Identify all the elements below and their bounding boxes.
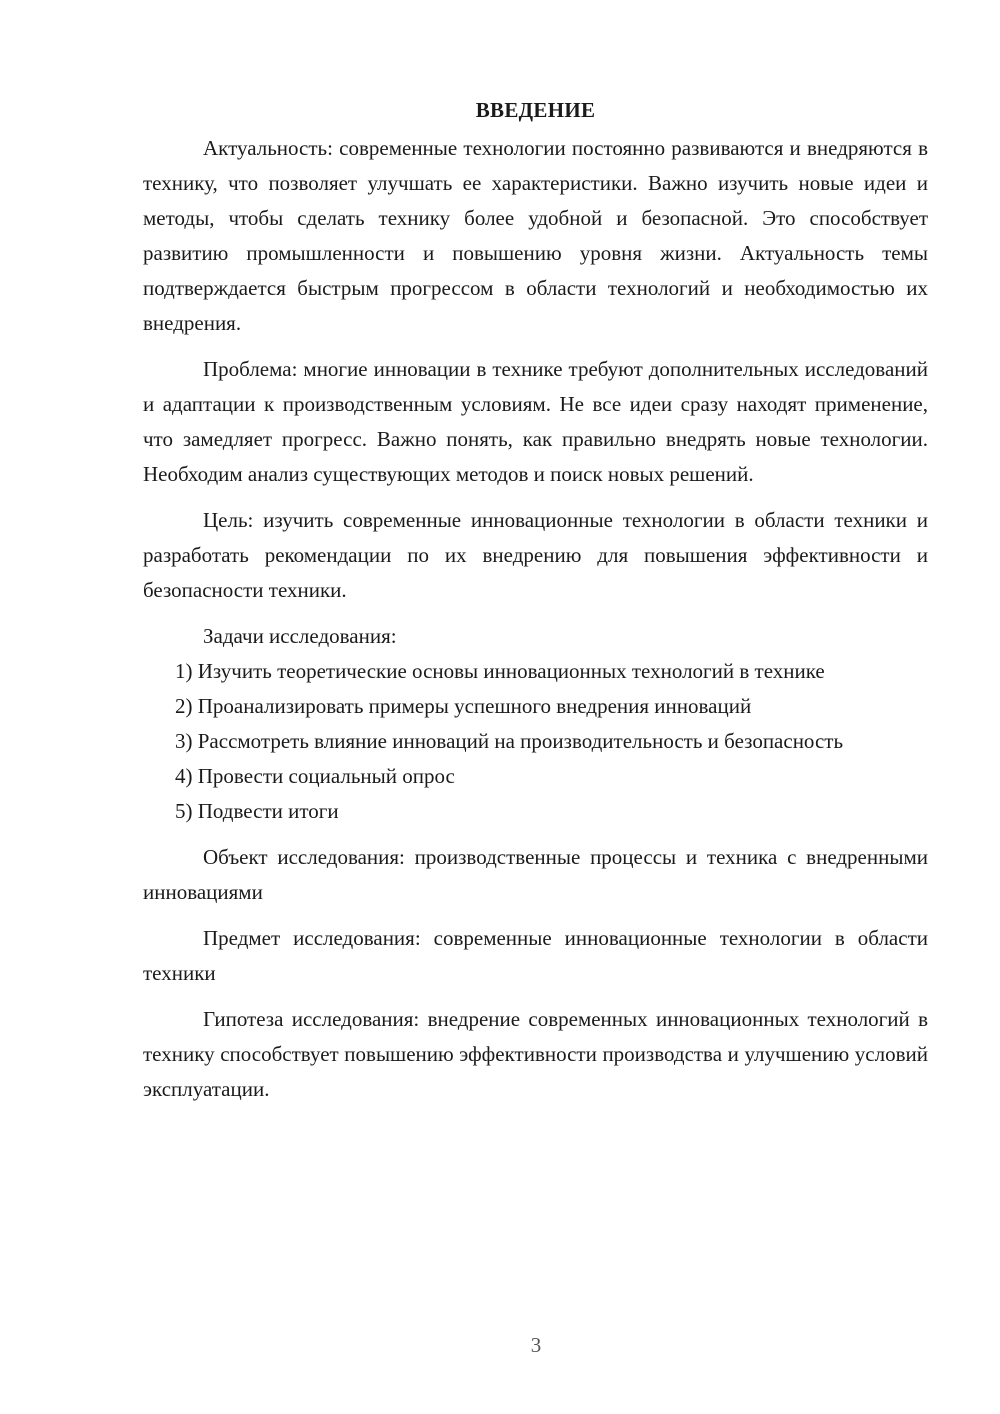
paragraph-subject: Предмет исследования: современные инновационные технологии в области техники — [143, 926, 928, 985]
paragraph-object: Объект исследования: производственные процессы и техника с внедренными инновациями — [143, 845, 928, 904]
paragraph-hypothesis: Гипотеза исследования: внедрение современных инновационных технологий в технику способствует повышению эффективности производства и улучшению условий эксплуатации. — [143, 1007, 928, 1101]
tasks-heading: Задачи исследования: — [203, 624, 397, 648]
paragraph-problem: Проблема: многие инновации в технике требуют дополнительных исследований и адаптации к производственным условиям. Не все идеи сразу находят применение, что замедляет прогресс. Важно понять, как правильно внедрять новые технологии. Необходим анализ существующих методов и поиск новых решений. — [143, 357, 928, 486]
paragraph-goal: Цель: изучить современные инновационные технологии в области техники и разработать рекомендации по их внедрению для повышения эффективности и безопасности техники. — [143, 508, 928, 602]
document-page — [143, 95, 928, 1107]
list-item: 3) Рассмотреть влияние инноваций на производительность и безопасность — [175, 729, 844, 753]
list-item: 1) Изучить теоретические основы инновационных технологий в технике — [175, 659, 825, 683]
list-item: 5) Подвести итоги — [175, 799, 339, 823]
list-item: 4) Провести социальный опрос — [175, 764, 455, 788]
list-item: 2) Проанализировать примеры успешного внедрения инноваций — [175, 694, 752, 718]
page-title: ВВЕДЕНИЕ — [475, 98, 596, 122]
page-number: 3 — [530, 1333, 542, 1357]
paragraph-relevance: Актуальность: современные технологии постоянно развиваются и внедряются в технику, что позволяет улучшать ее характеристики. Важно изучить новые идеи и методы, чтобы сделать технику более удобной и безопасной. Это способствует развитию промышленности и повышению уровня жизни. Актуальность темы подтверждается быстрым прогрессом в области технологий и необходимостью их внедрения. — [143, 136, 928, 335]
